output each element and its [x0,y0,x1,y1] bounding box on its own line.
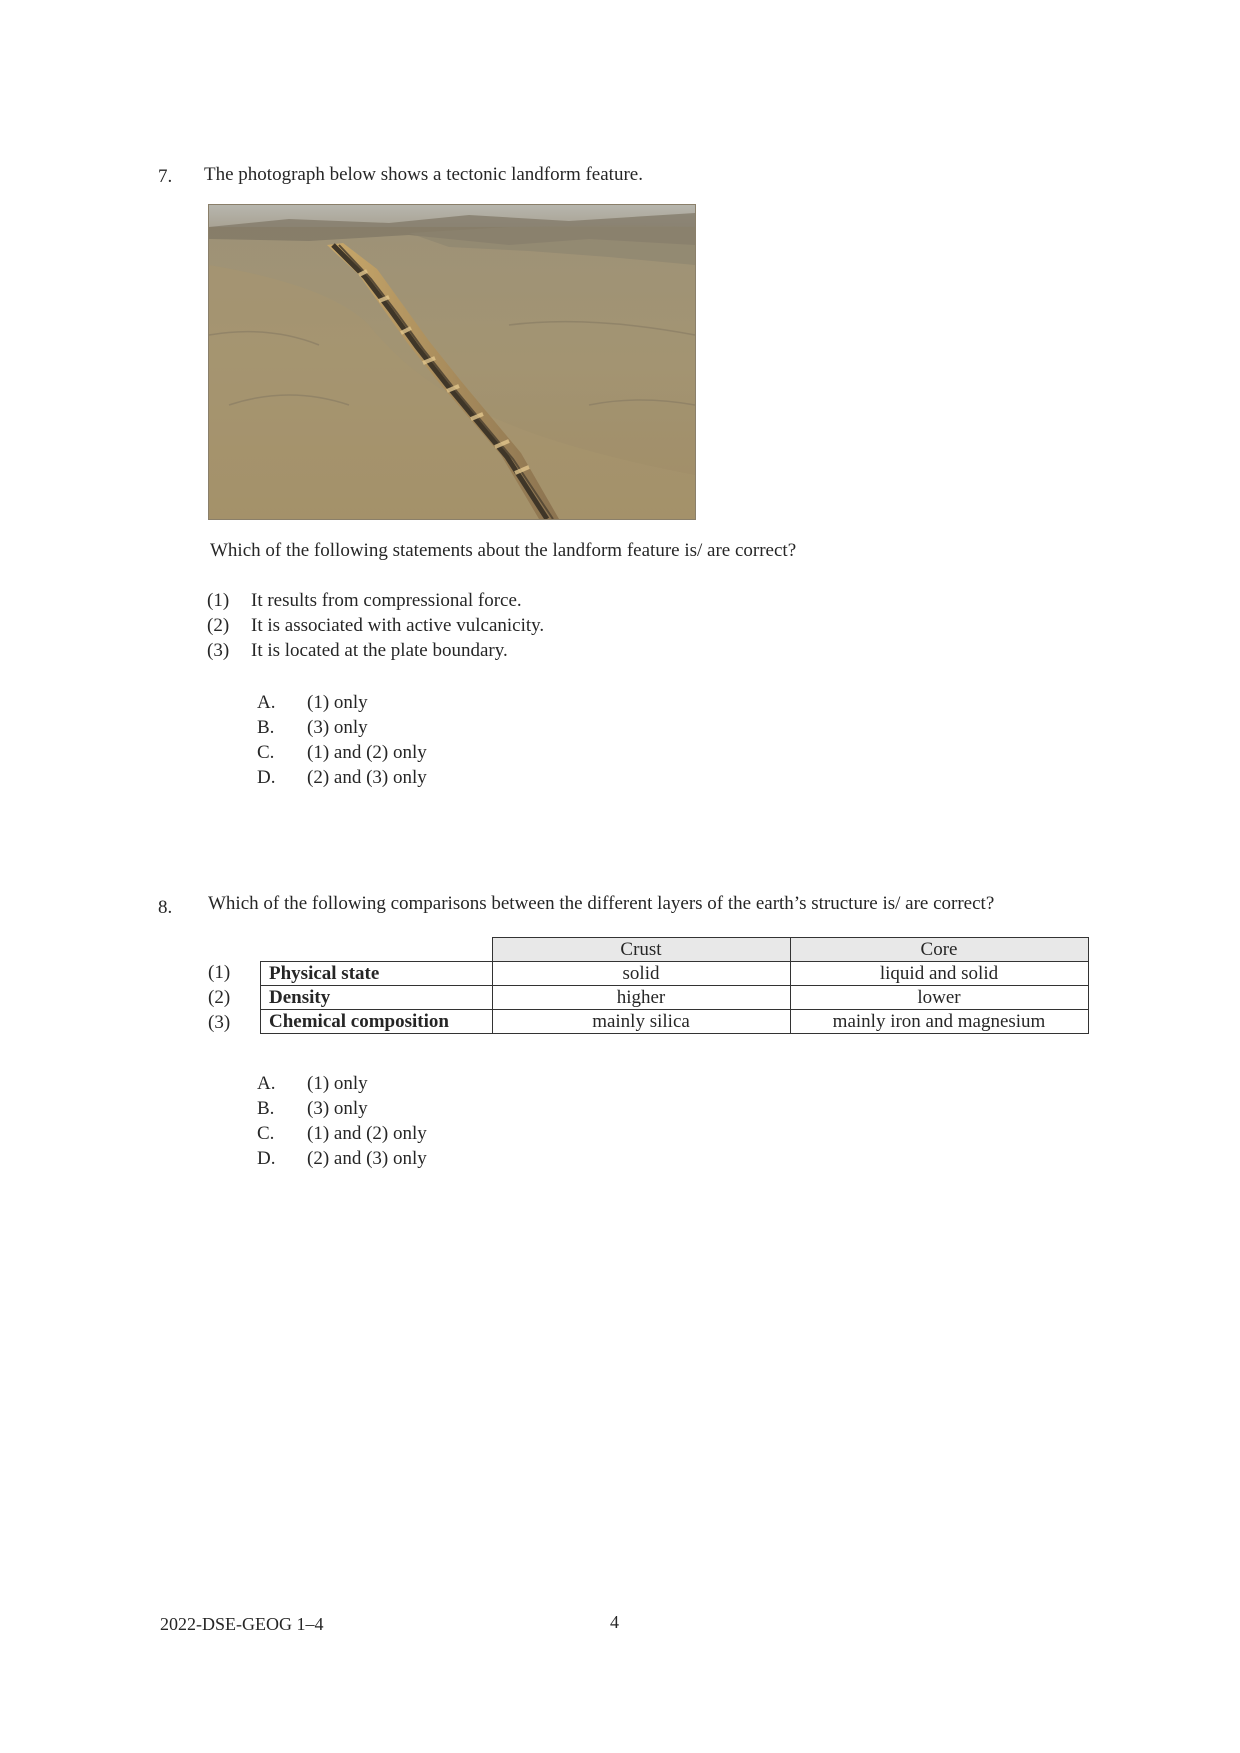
option-text: (2) and (3) only [307,767,427,788]
option-text: (1) and (2) only [307,742,427,763]
table-row [261,962,1089,986]
core-value: lower [790,986,1088,1010]
aerial-fault-image [209,205,695,519]
statement-number: (1) [207,590,230,611]
fault-landform-photo [208,204,696,520]
row-label: Chemical composition [261,1010,493,1034]
table-header-crust: Crust [492,938,790,962]
core-value: liquid and solid [790,962,1088,986]
q7-option-d [257,767,427,789]
statement-1 [207,590,522,612]
table-row-number-2: (2) [208,987,231,1008]
page-number: 4 [610,1612,619,1632]
statement-2 [207,615,544,637]
q7-option-c [257,742,427,764]
option-letter: B. [257,717,275,738]
question-7-prompt: Which of the following statements about the landform feature is/ are correct? [210,540,797,561]
comparison-table [260,937,1089,1034]
table-row [261,1010,1089,1034]
statement-text: It is associated with active vulcanicity. [251,615,545,636]
statement-text: It results from compressional force. [251,590,522,611]
option-letter: C. [257,742,275,763]
crust-value: mainly silica [492,1010,790,1034]
statement-text: It is located at the plate boundary. [251,640,508,661]
core-value: mainly iron and magnesium [790,1010,1088,1034]
question-8-number: 8. [158,897,173,918]
option-text: (1) only [307,1073,368,1094]
question-7-number: 7. [158,166,173,187]
statement-number: (2) [207,615,230,636]
table-header-core: Core [790,938,1088,962]
q8-option-d [257,1148,427,1170]
table-row [261,986,1089,1010]
option-text: (1) and (2) only [307,1123,427,1144]
table-row-number-3: (3) [208,1012,231,1033]
option-text: (3) only [307,717,368,738]
q8-option-a [257,1073,368,1095]
row-label: Physical state [261,962,493,986]
table-row-number-1: (1) [208,962,231,983]
row-label: Density [261,986,493,1010]
exam-code: 2022-DSE-GEOG 1–4 [160,1614,324,1634]
option-letter: C. [257,1123,275,1144]
statement-number: (3) [207,640,230,661]
option-letter: D. [257,767,276,788]
option-text: (3) only [307,1098,368,1119]
question-8-text: Which of the following comparisons between the different layers of the earth’s structure is/ are correct? [208,893,995,914]
table-corner-cell [261,938,493,962]
q8-option-b [257,1098,368,1120]
crust-value: higher [492,986,790,1010]
q7-option-b [257,717,368,739]
question-7-text: The photograph below shows a tectonic landform feature. [204,164,643,185]
table-header-row [261,938,1089,962]
option-letter: A. [257,692,276,713]
q8-option-c [257,1123,427,1145]
crust-value: solid [492,962,790,986]
option-text: (2) and (3) only [307,1148,427,1169]
option-letter: B. [257,1098,275,1119]
q7-option-a [257,692,368,714]
statement-3 [207,640,508,662]
option-letter: A. [257,1073,276,1094]
option-letter: D. [257,1148,276,1169]
option-text: (1) only [307,692,368,713]
